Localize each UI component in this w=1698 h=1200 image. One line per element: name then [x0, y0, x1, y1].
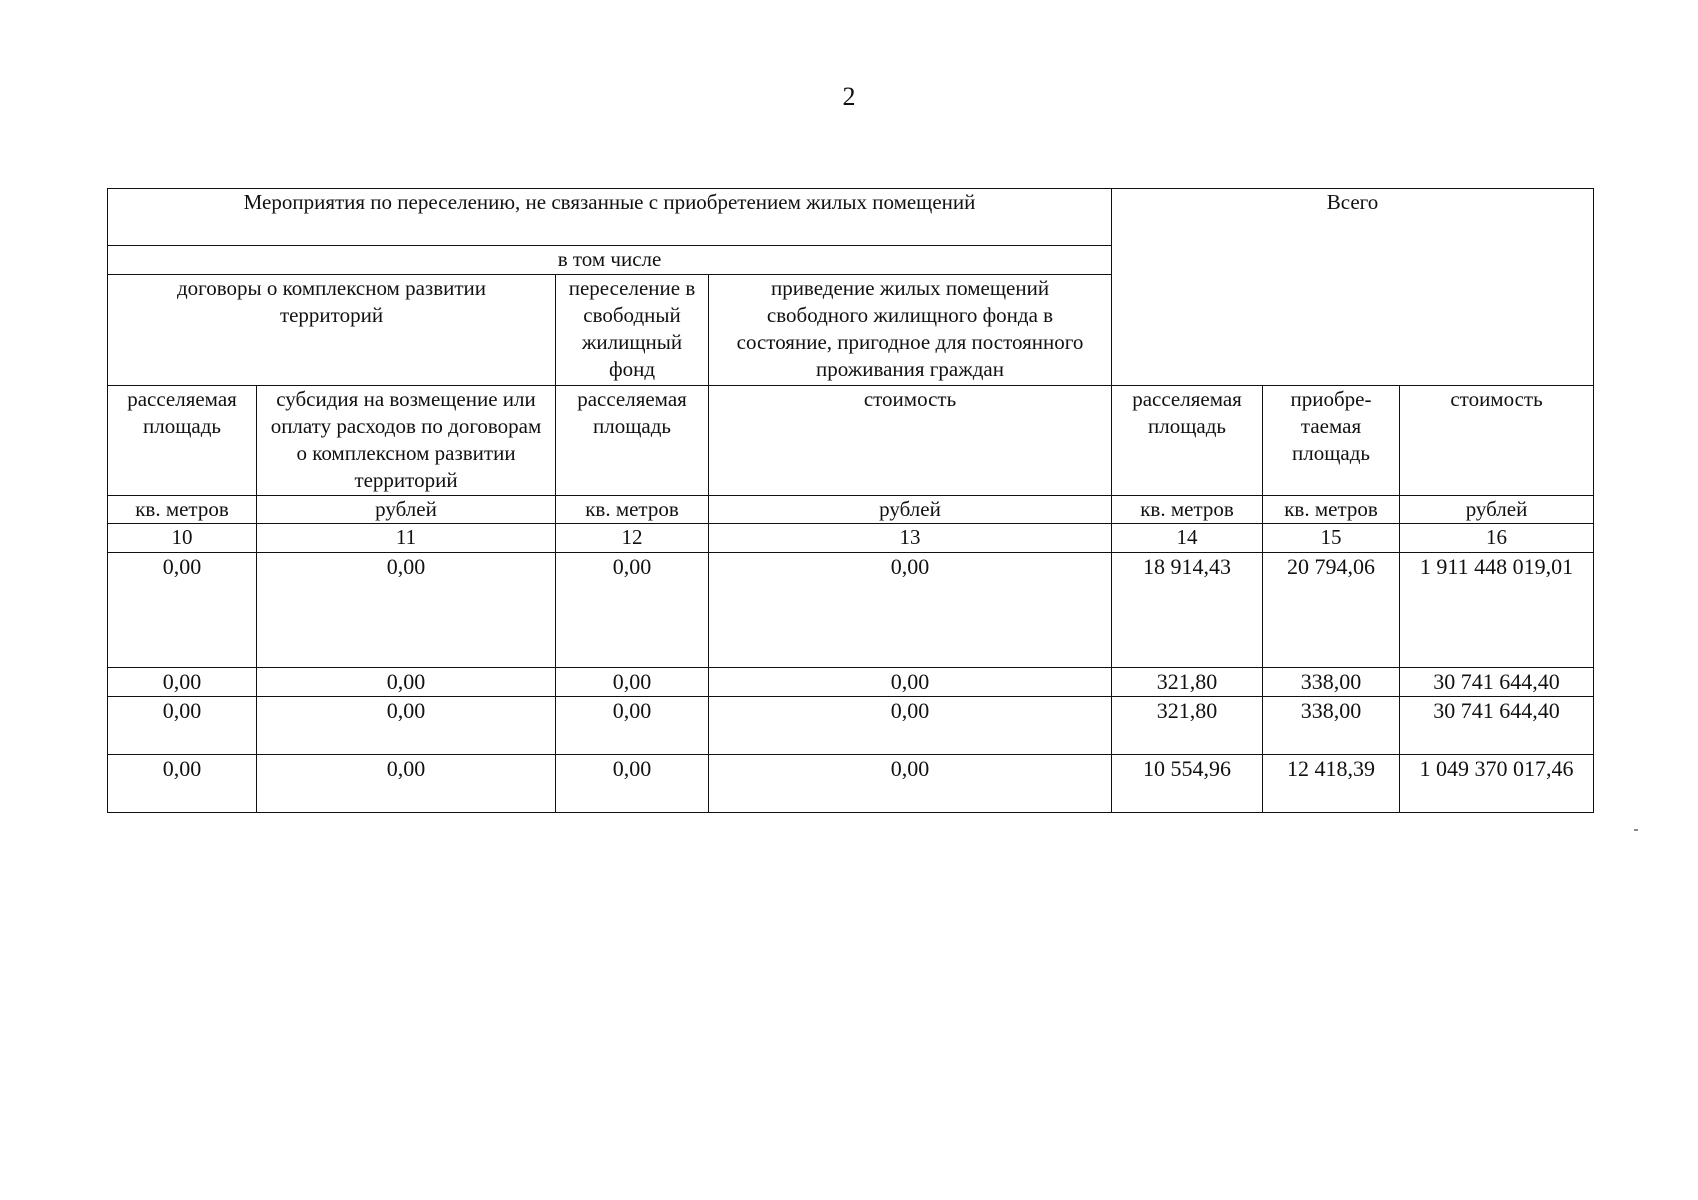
data-cell: 0,00 — [257, 668, 556, 697]
total-title: Всего — [1326, 190, 1379, 214]
col-10-label: расселяемая площадь — [127, 387, 237, 438]
data-cell: 0,00 — [556, 668, 709, 697]
data-cell: 0,00 — [709, 553, 1112, 668]
data-cell: 338,00 — [1263, 668, 1400, 697]
data-cell: 0,00 — [108, 697, 257, 755]
column-number-cell: 13 — [709, 524, 1112, 553]
data-cell: 0,00 — [709, 668, 1112, 697]
total-title-cell — [1112, 189, 1594, 386]
col-14-label: расселяемая площадь — [1132, 387, 1242, 438]
data-cell: 0,00 — [556, 553, 709, 668]
data-cell: 0,00 — [108, 755, 257, 813]
including-cell — [108, 246, 1112, 275]
col-14-header — [1112, 386, 1263, 496]
col-16-header — [1400, 386, 1594, 496]
column-number-cell: 15 — [1263, 524, 1400, 553]
column-number-row — [108, 524, 1594, 553]
col-11-header — [257, 386, 556, 496]
column-number-cell: 11 — [257, 524, 556, 553]
unit-cell: рублей — [257, 496, 556, 524]
column-number-cell: 14 — [1112, 524, 1263, 553]
col-15-header — [1263, 386, 1400, 496]
col-13-header — [709, 386, 1112, 496]
unit-cell: кв. метров — [1112, 496, 1263, 524]
measures-title: Мероприятия по переселению, не связанные с приобретением жилых помещений — [243, 190, 976, 214]
group-contracts-cell — [108, 275, 556, 386]
scan-speck — [1634, 829, 1638, 831]
data-cell: 1 049 370 017,46 — [1400, 755, 1594, 813]
data-cell: 20 794,06 — [1263, 553, 1400, 668]
data-cell: 321,80 — [1112, 668, 1263, 697]
data-cell: 0,00 — [108, 553, 257, 668]
table-row — [108, 553, 1594, 668]
col-15-label: приобре- таемая площадь — [1290, 387, 1372, 465]
data-cell: 30 741 644,40 — [1400, 668, 1594, 697]
units-row — [108, 496, 1594, 524]
unit-cell: рублей — [1400, 496, 1594, 524]
col-12-header — [556, 386, 709, 496]
data-cell: 0,00 — [556, 697, 709, 755]
resettlement-table — [107, 188, 1594, 813]
col-10-header — [108, 386, 257, 496]
data-cell: 1 911 448 019,01 — [1400, 553, 1594, 668]
data-cell: 10 554,96 — [1112, 755, 1263, 813]
data-cell: 0,00 — [257, 697, 556, 755]
data-cell: 0,00 — [709, 755, 1112, 813]
data-cell: 0,00 — [108, 668, 257, 697]
data-cell: 0,00 — [257, 553, 556, 668]
data-cell: 0,00 — [556, 755, 709, 813]
unit-cell: рублей — [709, 496, 1112, 524]
column-number-cell: 12 — [556, 524, 709, 553]
data-cell: 321,80 — [1112, 697, 1263, 755]
table-row — [108, 755, 1594, 813]
data-cell: 338,00 — [1263, 697, 1400, 755]
table-row — [108, 668, 1594, 697]
group-bringing-cell — [709, 275, 1112, 386]
page-number: 2 — [842, 82, 856, 111]
col-13-label: стоимость — [863, 387, 957, 411]
column-number-cell: 16 — [1400, 524, 1594, 553]
including-label: в том числе — [557, 247, 662, 271]
measures-title-cell — [108, 189, 1112, 246]
table-row — [108, 697, 1594, 755]
group-bringing-label: приведение жилых помещений свободного жилищного фонда в состояние, пригодное для постоянного проживания граждан — [736, 276, 1084, 381]
group-resettlement-label: переселение в свободный жилищный фонд — [568, 276, 696, 381]
data-cell: 0,00 — [709, 697, 1112, 755]
group-contracts-label: договоры о комплексном развитии территорий — [176, 276, 487, 327]
data-cell: 12 418,39 — [1263, 755, 1400, 813]
col-12-label: расселяемая площадь — [577, 387, 687, 438]
unit-cell: кв. метров — [1263, 496, 1400, 524]
data-cell: 0,00 — [257, 755, 556, 813]
unit-cell: кв. метров — [556, 496, 709, 524]
data-cell: 18 914,43 — [1112, 553, 1263, 668]
col-16-label: стоимость — [1450, 387, 1543, 411]
group-resettlement-cell — [556, 275, 709, 386]
unit-cell: кв. метров — [108, 496, 257, 524]
column-number-cell: 10 — [108, 524, 257, 553]
col-11-label: субсидия на возмещение или оплату расходов по договорам о комплексном развитии территорий — [270, 387, 542, 492]
data-cell: 30 741 644,40 — [1400, 697, 1594, 755]
